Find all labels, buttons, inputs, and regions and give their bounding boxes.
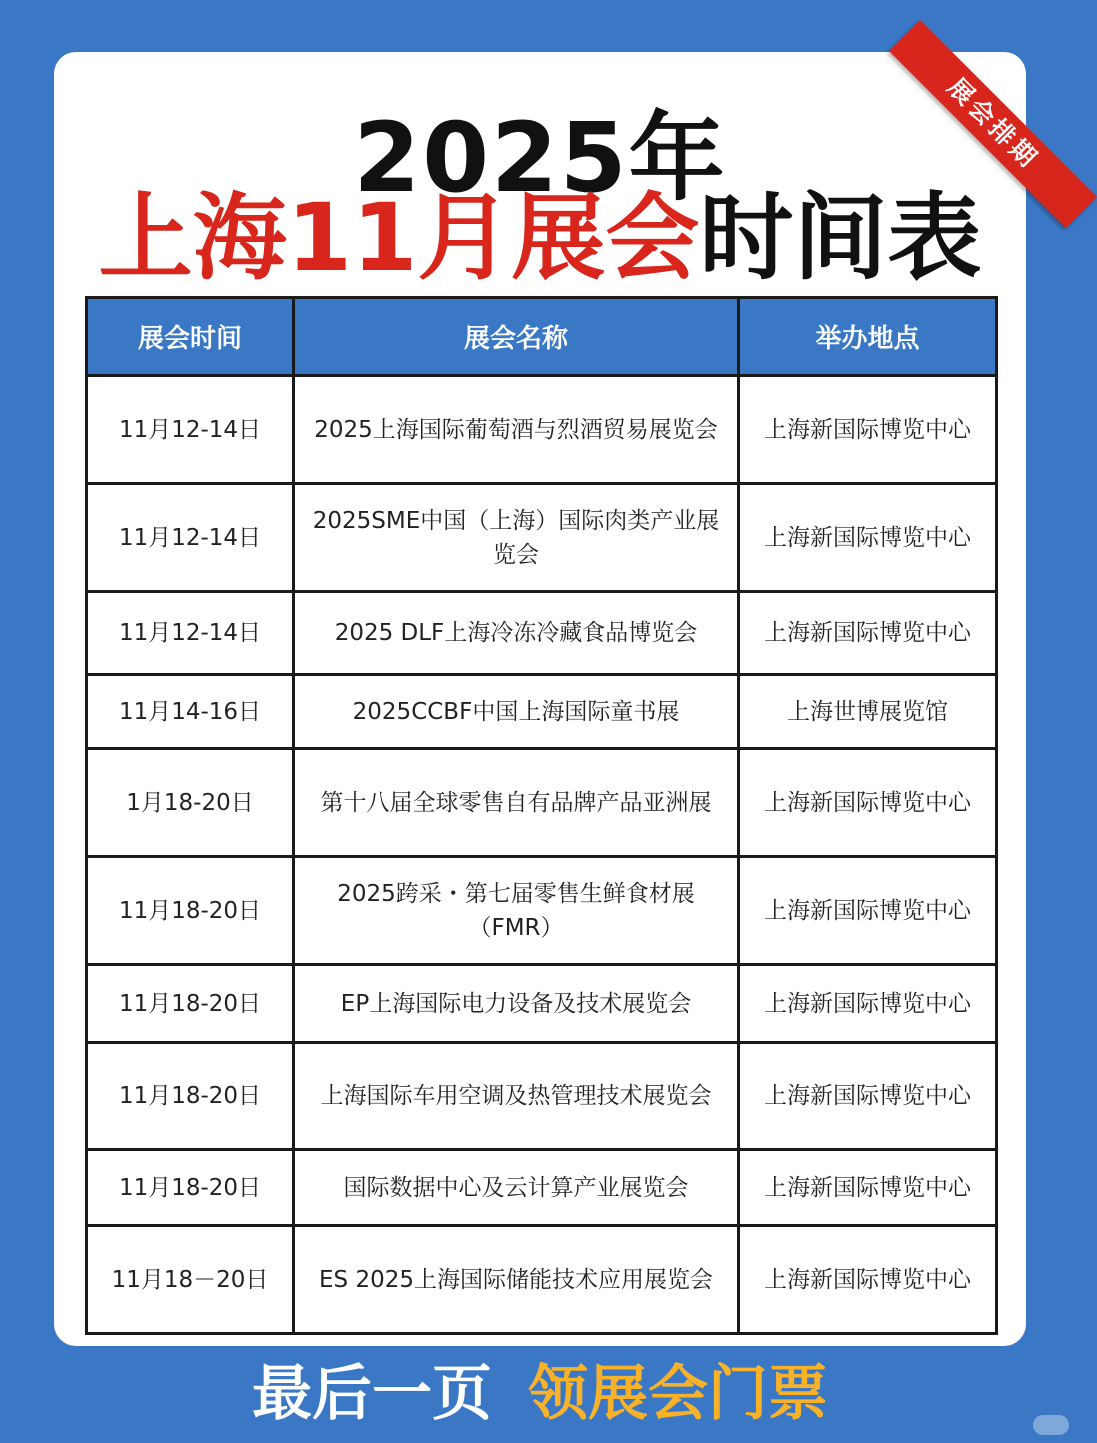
table-row xyxy=(87,1150,997,1226)
cell-venue: 上海新国际博览中心 xyxy=(739,857,997,965)
schedule-card xyxy=(54,52,1045,1346)
footer-get-tickets: 领展会门票 xyxy=(528,1359,828,1429)
table-row xyxy=(87,592,997,675)
cell-name: 2025 DLF上海冷冻冷藏食品博览会 xyxy=(294,592,739,675)
table-row xyxy=(87,965,997,1043)
cell-date: 11月12-14日 xyxy=(87,592,294,675)
cell-date: 11月18-20日 xyxy=(87,857,294,965)
cell-venue: 上海新国际博览中心 xyxy=(739,592,997,675)
cell-venue: 上海新国际博览中心 xyxy=(739,749,997,857)
table-row xyxy=(87,857,997,965)
table-row xyxy=(87,749,997,857)
cell-name: ES 2025上海国际储能技术应用展览会 xyxy=(294,1226,739,1334)
cell-date: 11月14-16日 xyxy=(87,675,294,749)
header-date: 展会时间 xyxy=(87,298,294,376)
cell-date: 11月12-14日 xyxy=(87,376,294,484)
cell-venue: 上海新国际博览中心 xyxy=(739,965,997,1043)
cell-date: 11月12-14日 xyxy=(87,484,294,592)
cell-name: 2025跨采・第七届零售生鲜食材展（FMR） xyxy=(294,857,739,965)
title-year: 2025年 xyxy=(353,102,727,214)
cell-venue: 上海新国际博览中心 xyxy=(739,376,997,484)
table-row xyxy=(87,376,997,484)
table-row xyxy=(87,675,997,749)
corner-ribbon xyxy=(846,52,1045,232)
table-row xyxy=(87,1226,997,1334)
cell-venue: 上海新国际博览中心 xyxy=(739,484,997,592)
header-name: 展会名称 xyxy=(294,298,739,376)
cell-name: 2025SME中国（上海）国际肉类产业展览会 xyxy=(294,484,739,592)
header-venue: 举办地点 xyxy=(739,298,997,376)
cell-date: 11月18-20日 xyxy=(87,965,294,1043)
ribbon-label: 展会排期 xyxy=(889,20,1097,228)
table-row xyxy=(87,1043,997,1150)
table-header-row xyxy=(87,298,997,376)
cell-date: 11月18-20日 xyxy=(87,1043,294,1150)
cell-name: 2025CCBF中国上海国际童书展 xyxy=(294,675,739,749)
cell-name: 国际数据中心及云计算产业展览会 xyxy=(294,1150,739,1226)
cell-date: 11月18-20日 xyxy=(87,1150,294,1226)
title-red-part: 上海11月展会 xyxy=(98,184,700,293)
cell-venue: 上海新国际博览中心 xyxy=(739,1150,997,1226)
footer-last-page: 最后一页 xyxy=(252,1359,492,1429)
cell-date: 11月18－20日 xyxy=(87,1226,294,1334)
footer-banner xyxy=(0,1356,1080,1432)
table-row xyxy=(87,484,997,592)
cell-date: 1月18-20日 xyxy=(87,749,294,857)
cell-name: 上海国际车用空调及热管理技术展览会 xyxy=(294,1043,739,1150)
cell-venue: 上海新国际博览中心 xyxy=(739,1226,997,1334)
exhibition-table xyxy=(85,296,998,1335)
cell-name: 2025上海国际葡萄酒与烈酒贸易展览会 xyxy=(294,376,739,484)
cell-venue: 上海新国际博览中心 xyxy=(739,1043,997,1150)
cell-name: EP上海国际电力设备及技术展览会 xyxy=(294,965,739,1043)
watermark-icon xyxy=(1033,1415,1069,1435)
cell-venue: 上海世博展览馆 xyxy=(739,675,997,749)
cell-name: 第十八届全球零售自有品牌产品亚洲展 xyxy=(294,749,739,857)
title-black-part: 时间表 xyxy=(699,184,982,293)
